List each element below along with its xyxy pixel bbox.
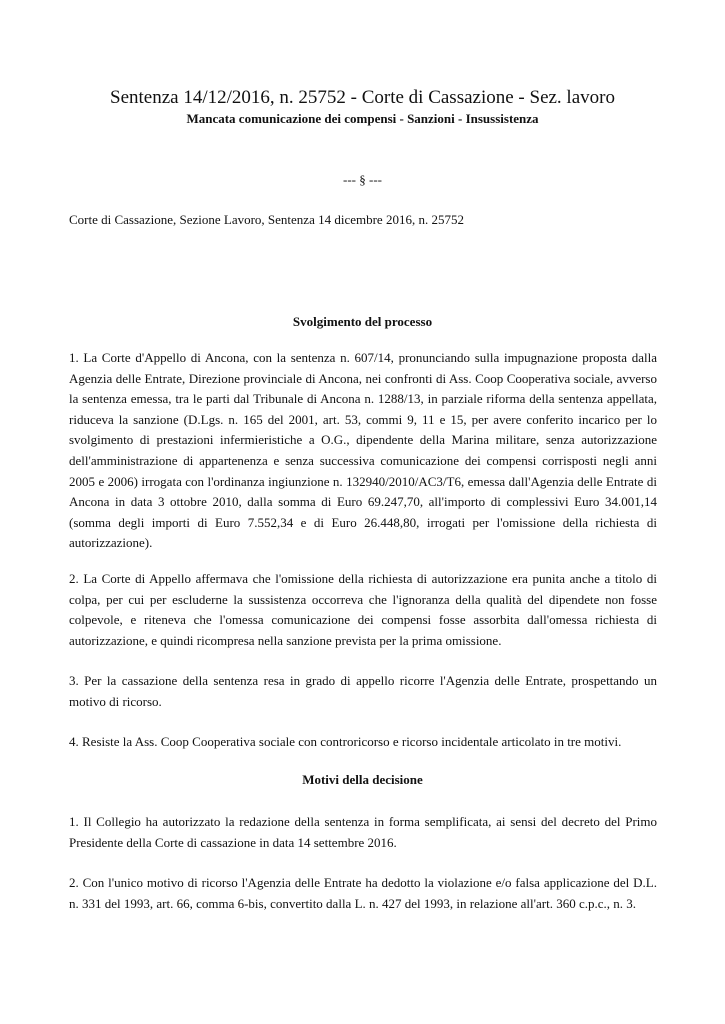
- paragraph-process-4: 4. Resiste la Ass. Coop Cooperativa sociale con controricorso e ricorso incidentale articolato in tre motivi.: [69, 734, 622, 749]
- heading-motivi: Motivi della decisione: [302, 772, 423, 787]
- document-subtitle: Mancata comunicazione dei compensi - Sanzioni - Insussistenza: [186, 111, 539, 126]
- paragraph-process-1: 1. La Corte d'Appello di Ancona, con la sentenza n. 607/14, pronunciando sulla impugnazione proposta dalla Agenzia delle Entrate, Direzione provinciale di Ancona, nei confronti di Ass. Coop Cooperativa sociale, avverso la sentenza emessa, tra le parti dal Tribunale di Ancona n. 1288/13, in parziale riforma della sentenza appellata, riduceva la sanzione (D.Lgs. n. 165 del 2001, art. 53, commi 9, 11 e 15, per avere conferito incarico per lo svolgimento di prestazioni infermieristiche a O.G., dipendente della Marina militare, senza autorizzazione dell'amministrazione di appartenenza e senza successiva comunicazione dei compensi corrisposti negli anni 2005 e 2006) irrogata con l'ordinanza ingiunzione n. 132940/2010/AC3/T6, emessa dall'Agenzia delle Entrate di Ancona in data 3 ottobre 2010, dalla somma di Euro 69.247,70, all'importo di complessivi Euro 34.001,14 (somma degli importi di Euro 7.552,34 e di Euro 26.448,80, irrogati per l'omissione della richiesta di autorizzazione).: [69, 350, 657, 551]
- paragraph-process-2: 2. La Corte di Appello affermava che l'omissione della richiesta di autorizzazione era punita anche a titolo di colpa, per cui per escluderne la sussistenza occorreva che l'ignoranza della qualità del dipendete non fosse colpevole, e riteneva che l'omessa comunicazione dei compensi fosse assorbita dall'omessa richiesta di autorizzazione, e quindi ricompresa nella sanzione prevista per la prima omissione.: [69, 571, 657, 648]
- paragraph-decision-2: 2. Con l'unico motivo di ricorso l'Agenzia delle Entrate ha dedotto la violazione e/o falsa applicazione del D.L. n. 331 del 1993, art. 66, comma 6-bis, convertito dalla L. n. 427 del 1993, in relazione all'art. 360 c.p.c., n. 3.: [69, 875, 657, 911]
- paragraph-process-3: 3. Per la cassazione della sentenza resa in grado di appello ricorre l'Agenzia delle Entrate, prospettando un motivo di ricorso.: [69, 673, 657, 709]
- citation-line: Corte di Cassazione, Sezione Lavoro, Sentenza 14 dicembre 2016, n. 25752: [69, 212, 464, 227]
- section-separator: --- § ---: [343, 172, 382, 187]
- document-title: Sentenza 14/12/2016, n. 25752 - Corte di Cassazione - Sez. lavoro: [110, 87, 615, 108]
- paragraph-decision-1: 1. Il Collegio ha autorizzato la redazione della sentenza in forma semplificata, ai sensi del decreto del Primo Presidente della Corte di cassazione in data 14 settembre 2016.: [69, 814, 657, 850]
- heading-svolgimento: Svolgimento del processo: [292, 314, 433, 329]
